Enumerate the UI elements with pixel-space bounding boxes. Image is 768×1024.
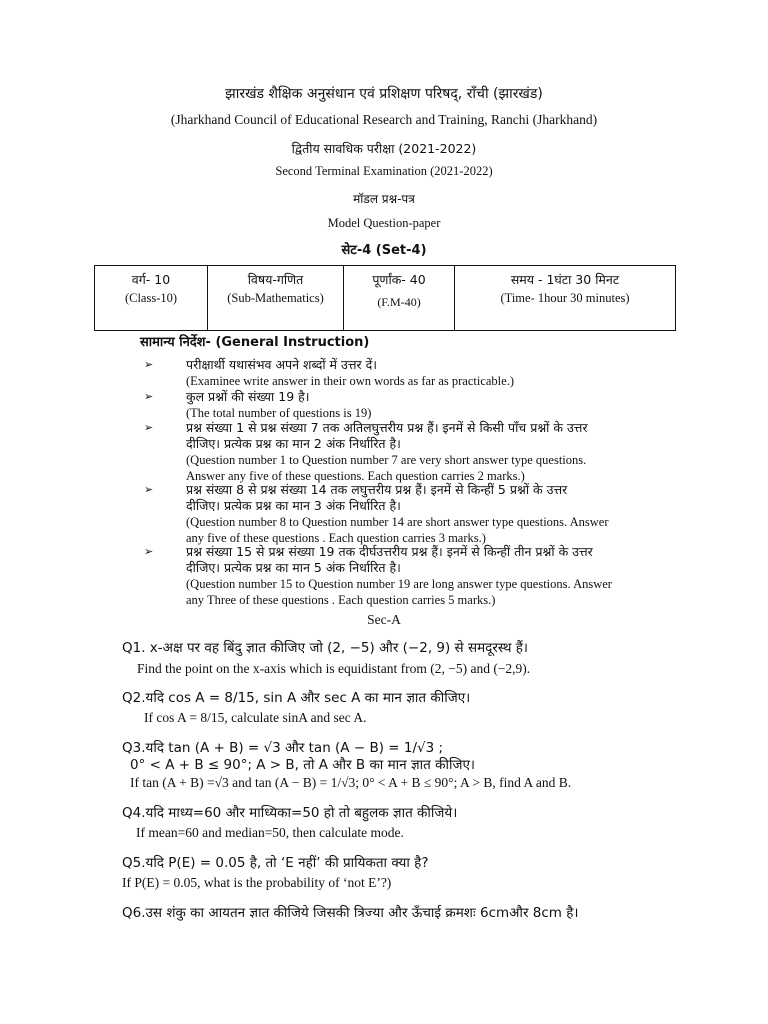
question-text-english: If tan (A + B) =√3 and tan (A − B) = 1/√3; 0° < A + B ≤ 90°; A > B, find A and B. [130, 775, 572, 790]
bullet-arrow-icon: ➢ [144, 421, 154, 434]
question-text-english: Find the point on the x-axis which is equidistant from (2, −5) and (−2,9). [137, 661, 531, 676]
instruction-hindi: दीजिए। प्रत्येक प्रश्न का मान 3 अंक निर्धारित है। [186, 498, 401, 513]
instruction-english: (Question number 15 to Question number 19 are long answer type questions. Answer [186, 577, 612, 591]
subject-cell [208, 266, 344, 331]
question-text-hindi: Q6.उस शंकु का आयतन ज्ञात कीजिये जिसकी त्रिज्या और ऊँचाई क्रमशः 6cmऔर 8cm है। [122, 905, 579, 921]
instruction-item [144, 544, 612, 608]
instruction-english: any five of these questions . Each question carries 3 marks.) [186, 531, 486, 545]
exam-title-english: Second Terminal Examination (2021-2022) [275, 164, 493, 178]
question-1 [122, 640, 530, 677]
instruction-item [144, 482, 609, 546]
bullet-arrow-icon: ➢ [144, 358, 154, 371]
instruction-hindi: परीक्षार्थी यथासंभव अपने शब्दों में उत्तर दें। [186, 357, 377, 372]
question-text-hindi: Q3.यदि tan (A + B) = √3 और tan (A − B) = 1/√3 ; [122, 740, 444, 756]
question-4 [122, 805, 457, 841]
question-text-hindi: Q1. x-अक्ष पर वह बिंदु ज्ञात कीजिए जो (2, −5) और (−2, 9) से समदूरस्थ हैं। [122, 640, 529, 656]
instruction-hindi: प्रश्न संख्या 8 से प्रश्न संख्या 14 तक लघुत्तरीय प्रश्न हैं। इनमें से किन्हीं 5 प्रश्नों के उत्तर [186, 482, 568, 497]
instruction-hindi: प्रश्न संख्या 1 से प्रश्न संख्या 7 तक अतिलघुत्तरीय प्रश्न हैं। इनमें से किसी पाँच प्रश्नों के उत्तर [186, 420, 588, 435]
instruction-english: (Examinee write answer in their own words as far as practicable.) [186, 374, 514, 388]
council-name-english: (Jharkhand Council of Educational Research and Training, Ranchi (Jharkhand) [170, 112, 598, 127]
instruction-english: (Question number 8 to Question number 14 are short answer type questions. Answer [186, 515, 609, 529]
set-label: सेट-4 (Set-4) [341, 243, 427, 258]
question-text-hindi: Q2.यदि cos A = 8/15, sin A और sec A का मान ज्ञात कीजिए। [122, 690, 471, 706]
question-3 [122, 740, 571, 791]
subject-english: (Sub-Mathematics) [227, 291, 324, 305]
section-heading: Sec-A [367, 612, 401, 627]
council-name-hindi: झारखंड शैक्षिक अनुसंधान एवं प्रशिक्षण परिषद्, राँची (झारखंड) [225, 86, 543, 102]
bullet-arrow-icon: ➢ [144, 483, 154, 496]
question-6 [122, 905, 579, 922]
question-text-english: If cos A = 8/15, calculate sinA and sec A. [144, 710, 367, 725]
marks-english: (F.M-40) [377, 295, 421, 309]
instruction-hindi: प्रश्न संख्या 15 से प्रश्न संख्या 19 तक दीर्घउत्तरीय प्रश्न हैं। इनमें से किन्हीं तीन प्रश्नों के उत्तर [186, 544, 593, 559]
question-text-hindi: Q5.यदि P(E) = 0.05 है, तो ‘E नहीं’ की प्रायिकता क्या है? [122, 855, 429, 871]
question-2 [122, 690, 470, 726]
class-english: (Class-10) [124, 291, 178, 305]
marks-hindi: पूर्णांक- 40 [372, 272, 426, 287]
instruction-hindi: दीजिए। प्रत्येक प्रश्न का मान 2 अंक निर्धारित है। [186, 436, 401, 451]
question-text-english: If P(E) = 0.05, what is the probability of ‘not E’?) [122, 875, 392, 890]
question-text-english: If mean=60 and median=50, then calculate mode. [136, 825, 404, 840]
paper-type-hindi: मॉडल प्रश्न-पत्र [353, 192, 415, 206]
instruction-english: any Three of these questions . Each question carries 5 marks.) [186, 593, 496, 607]
instruction-english: (The total number of questions is 19) [186, 406, 372, 420]
instruction-english: Answer any five of these questions. Each question carries 2 marks.) [186, 469, 525, 483]
subject-hindi: विषय-गणित [247, 272, 304, 287]
question-text-hindi: Q4.यदि माध्य=60 और माध्यिका=50 हो तो बहुलक ज्ञात कीजिये। [122, 805, 458, 821]
exam-title-hindi: द्वितीय सावधिक परीक्षा (2021-2022) [291, 141, 477, 156]
question-text-hindi: 0° < A + B ≤ 90°; A > B, तो A और B का मान ज्ञात कीजिए। [130, 757, 476, 773]
paper-type-english: Model Question-paper [327, 216, 441, 230]
exam-info-table [94, 265, 676, 331]
instruction-english: (Question number 1 to Question number 7 are very short answer type questions. [186, 453, 587, 467]
instruction-item [144, 357, 514, 389]
time-english: (Time- 1hour 30 minutes) [500, 291, 630, 305]
general-instruction-heading: सामान्य निर्देश- (General Instruction) [140, 335, 370, 350]
instruction-item [144, 389, 372, 421]
time-cell [455, 266, 676, 331]
instruction-hindi: कुल प्रश्नों की संख्या 19 है। [186, 389, 310, 404]
bullet-arrow-icon: ➢ [144, 545, 154, 558]
instruction-hindi: दीजिए। प्रत्येक प्रश्न का मान 5 अंक निर्धारित है। [186, 560, 401, 575]
question-5 [122, 855, 429, 891]
bullet-arrow-icon: ➢ [144, 390, 154, 403]
marks-cell [344, 266, 455, 331]
class-hindi: वर्ग- 10 [131, 272, 171, 287]
instruction-item [144, 420, 588, 484]
class-cell [95, 266, 208, 331]
time-hindi: समय - 1घंटा 30 मिनट [510, 272, 620, 287]
